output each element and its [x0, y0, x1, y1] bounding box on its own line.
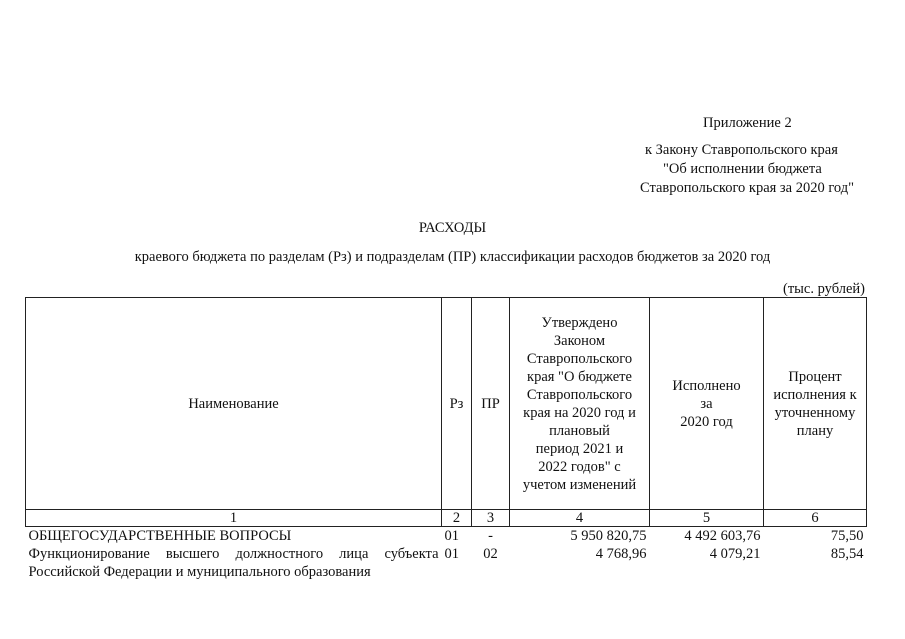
- header-line: 2022 годов" с: [538, 458, 621, 475]
- column-header-rz: Рз: [442, 298, 472, 510]
- row-approved: 4 768,96: [595, 546, 647, 562]
- row-rz: 01: [444, 528, 459, 544]
- row-name: Функционирование высшего должностного лица субъекта Российской Федерации и муниципального образования: [28, 546, 439, 580]
- row-executed: 4 492 603,76: [684, 528, 761, 544]
- column-header-pr: ПР: [472, 298, 510, 510]
- table-row: [26, 545, 867, 581]
- column-header-percent: [764, 298, 867, 510]
- row-percent: 75,50: [830, 528, 864, 544]
- header-line: за: [700, 395, 713, 412]
- law-reference-line-1: к Закону Ставропольского края: [645, 142, 838, 158]
- header-line: края "О бюджете: [527, 368, 632, 385]
- header-line: Процент: [788, 368, 842, 385]
- header-line: Утверждено: [541, 314, 618, 331]
- column-number: 5: [650, 510, 764, 527]
- column-number: 6: [764, 510, 867, 527]
- row-approved: 5 950 820,75: [570, 528, 647, 544]
- law-reference-line-3: Ставропольского края за 2020 год": [640, 180, 855, 196]
- column-header-name: Наименование: [26, 298, 442, 510]
- column-header-executed: [650, 298, 764, 510]
- header-line: уточненному: [774, 404, 856, 421]
- header-line: период 2021 и: [535, 440, 624, 457]
- column-number: 2: [442, 510, 472, 527]
- document-title: РАСХОДЫ: [418, 220, 487, 236]
- header-line: Законом: [553, 332, 606, 349]
- row-executed: 4 079,21: [709, 546, 761, 562]
- table-row: [26, 527, 867, 546]
- column-number-row: [26, 510, 867, 527]
- row-rz: 01: [444, 546, 459, 562]
- row-percent: 85,54: [830, 546, 864, 562]
- header-line: плану: [796, 422, 834, 439]
- table-header-row: [26, 298, 867, 510]
- row-name: ОБЩЕГОСУДАРСТВЕННЫЕ ВОПРОСЫ: [28, 528, 292, 544]
- header-line: Исполнено: [672, 377, 741, 394]
- header-line: Ставропольского: [526, 350, 633, 367]
- units-label: (тыс. рублей): [783, 281, 865, 297]
- row-pr: -: [488, 528, 493, 544]
- law-reference-line-2: "Об исполнении бюджета: [663, 161, 822, 177]
- header-line: плановый: [549, 422, 610, 439]
- header-line: исполнения к: [773, 386, 857, 403]
- header-line: края на 2020 год и: [523, 404, 636, 421]
- row-pr: 02: [483, 546, 498, 562]
- header-line: Ставропольского: [526, 386, 633, 403]
- column-number: 4: [510, 510, 650, 527]
- appendix-title: Приложение 2: [703, 115, 792, 131]
- document-subtitle: краевого бюджета по разделам (Рз) и подразделам (ПР) классификации расходов бюджетов за 2020 год: [134, 249, 771, 265]
- column-header-approved: [510, 298, 650, 510]
- expenditure-table: [25, 297, 867, 581]
- column-number: 1: [26, 510, 442, 527]
- header-line: 2020 год: [680, 413, 733, 430]
- header-line: учетом изменений: [522, 476, 637, 493]
- column-number: 3: [472, 510, 510, 527]
